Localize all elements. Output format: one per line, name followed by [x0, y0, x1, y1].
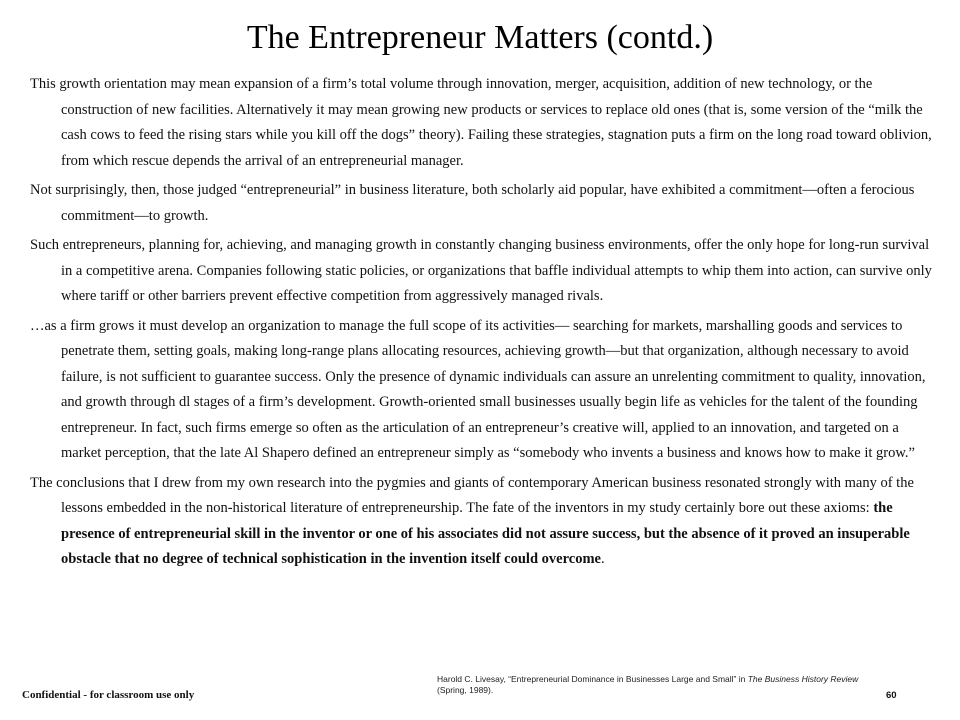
citation-date: (Spring, 1989). — [437, 685, 494, 695]
paragraph-such-entrepreneurs: Such entrepreneurs, planning for, achieving, and managing growth in constantly changing business environments, offer the only hope for long-run survival in a competitive arena. Companies following static policies, or organizations that baffle individual attempts to whip them into action, can survive only where tariff or other barriers prevent effective competition from aggressively managed rivals. — [30, 237, 932, 304]
slide-title: The Entrepreneur Matters (contd.) — [246, 19, 714, 56]
paragraph-growth-orientation: This growth orientation may mean expansion of a firm’s total volume through innovation, merger, acquisition, addition of new technology, or the construction of new facilities. Alternatively it may mean growing new products or services to replace old ones (that is, some version of the “milk the cash cows to feed the rising stars while you kill off the dogs” theory). Failing these strategies, stagnation puts a firm on the long road toward oblivion, from which rescue depends the arrival of an entrepreneurial manager. — [30, 76, 932, 169]
paragraph-firm-grows: …as a firm grows it must develop an organization to manage the full scope of its activities— searching for markets, marshalling goods and services to penetrate them, setting goals, making long-range plans allocating resources, achieving growth—but that organization, although necessary to avoid failure, is not sufficient to guarantee success. Only the presence of dynamic individuals can assure an unrelenting commitment to quality, innovation, and growth through dl stages of a firm’s development. Growth-oriented small businesses usually begin life as vehicles for the talent of the founding entrepreneur. In fact, such firms emerge so often as the articulation of an entrepreneur’s creative will, applied to an innovation, and targeted on a market perception, that the late Al Shapero defined an entrepreneur simply as “somebody who invents a business and knows how to make it grow.” — [30, 317, 926, 461]
citation — [437, 674, 867, 696]
conclusions-lead-text: The conclusions that I drew from my own research into the pygmies and giants of contemporary American business resonated strongly with many of the lessons embedded in the non-historical literature of entrepreneurship. The fate of the inventors in my study certainly bore out these axioms: — [30, 474, 914, 516]
confidential-note: Confidential - for classroom use only — [22, 689, 195, 701]
citation-author-title: Harold C. Livesay, “Entrepreneurial Dominance in Businesses Large and Small” in — [437, 674, 748, 684]
paragraph-conclusions — [30, 471, 942, 573]
conclusions-tail-text: . — [600, 551, 605, 567]
body-text — [30, 72, 942, 577]
citation-journal: The Business History Review — [747, 674, 859, 684]
page-number: 60 — [886, 690, 897, 701]
paragraph-not-surprisingly: Not surprisingly, then, those judged “entrepreneurial” in business literature, both scholarly aid popular, have exhibited a commitment—often a ferocious commitment—to growth. — [30, 182, 915, 224]
conclusions-bold-text: the presence of entrepreneurial skill in the inventor or one of his associates did not assure success, but the absence of it proved an insuperable obstacle that no degree of technical sophistication in the invention itself could overcome — [61, 500, 910, 567]
